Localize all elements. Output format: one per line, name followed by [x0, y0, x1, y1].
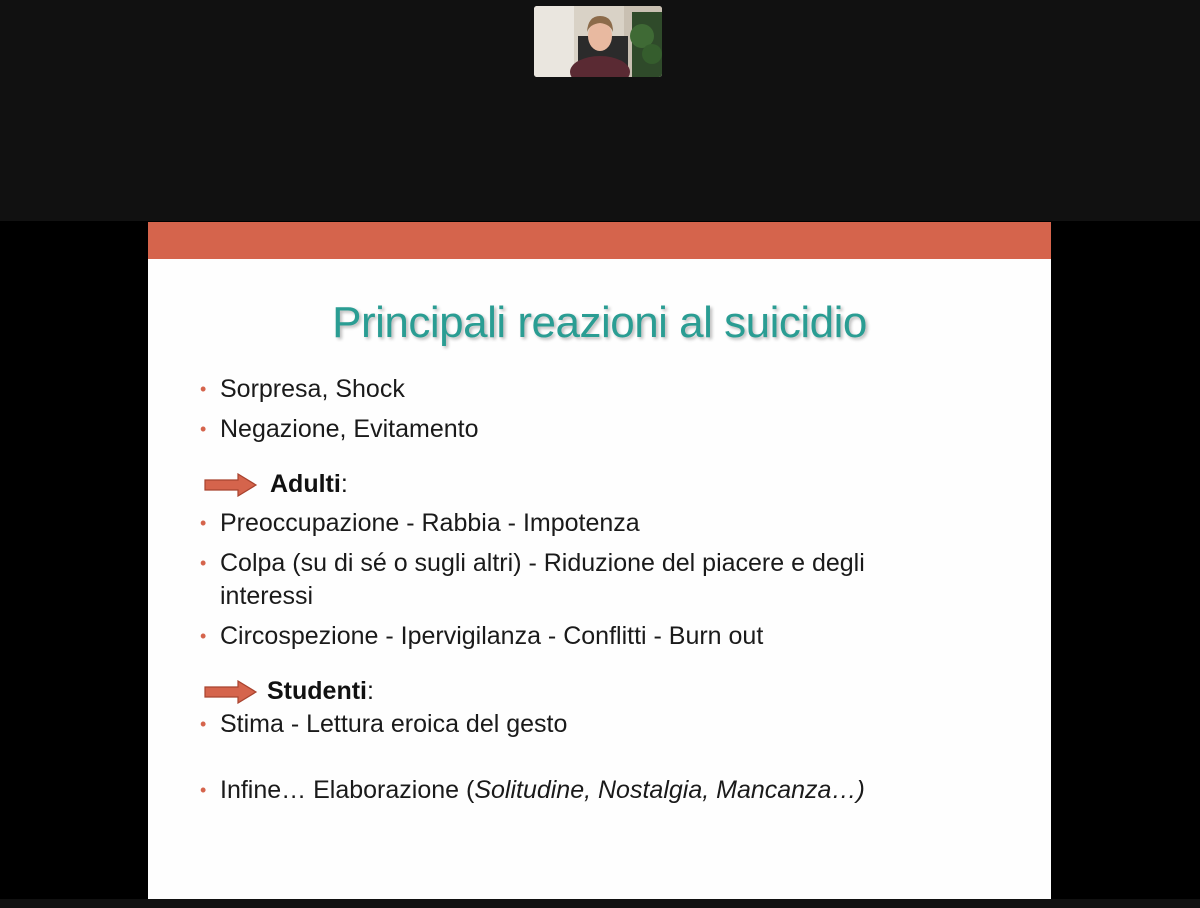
bullet-item	[200, 708, 940, 741]
bullet-text: Stima - Lettura eroica del gesto	[220, 710, 568, 738]
bullet-dot: •	[200, 513, 207, 533]
final-bullet-italic: Solitudine, Nostalgia, Mancanza…)	[474, 776, 865, 804]
presentation-slide	[148, 222, 1051, 899]
bullet-item	[200, 413, 940, 446]
bullet-text: Sorpresa, Shock	[220, 375, 405, 403]
slide-header-band	[148, 222, 1051, 259]
meeting-top-bar	[0, 0, 1200, 221]
section-adults-label: Adulti	[270, 470, 341, 498]
section-students-colon: :	[367, 677, 374, 705]
bullet-text: Circospezione - Ipervigilanza - Conflitti - Burn out	[220, 622, 764, 650]
bullet-text: Preoccupazione - Rabbia - Impotenza	[220, 509, 640, 537]
bullet-dot: •	[200, 626, 207, 646]
bullet-item	[200, 507, 940, 540]
bullet-dot: •	[200, 553, 207, 573]
bullet-dot: •	[200, 780, 207, 800]
bullet-item	[200, 373, 940, 406]
bullet-dot: •	[200, 714, 207, 734]
bullet-item	[200, 620, 940, 653]
section-adults-colon: :	[340, 470, 348, 498]
bullet-text: Colpa (su di sé o sugli altri) - Riduzione del piacere e degli interessi	[220, 549, 865, 610]
slide-title: Principali reazioni al suicidio	[332, 298, 867, 347]
section-students-label: Studenti	[267, 677, 367, 705]
final-bullet-prefix: Infine… Elaborazione (	[220, 776, 475, 804]
bullet-text-final	[220, 774, 940, 807]
bullet-item	[200, 547, 940, 613]
bullet-item	[200, 774, 940, 807]
participant-video-tile[interactable]	[534, 6, 662, 77]
right-arrow-icon	[204, 680, 258, 704]
right-arrow-icon	[204, 473, 258, 497]
bullet-dot: •	[200, 419, 207, 439]
bottom-strip	[0, 899, 1200, 908]
bullet-dot: •	[200, 379, 207, 399]
participant-video-icon	[534, 6, 662, 77]
bullet-text: Negazione, Evitamento	[220, 415, 479, 443]
